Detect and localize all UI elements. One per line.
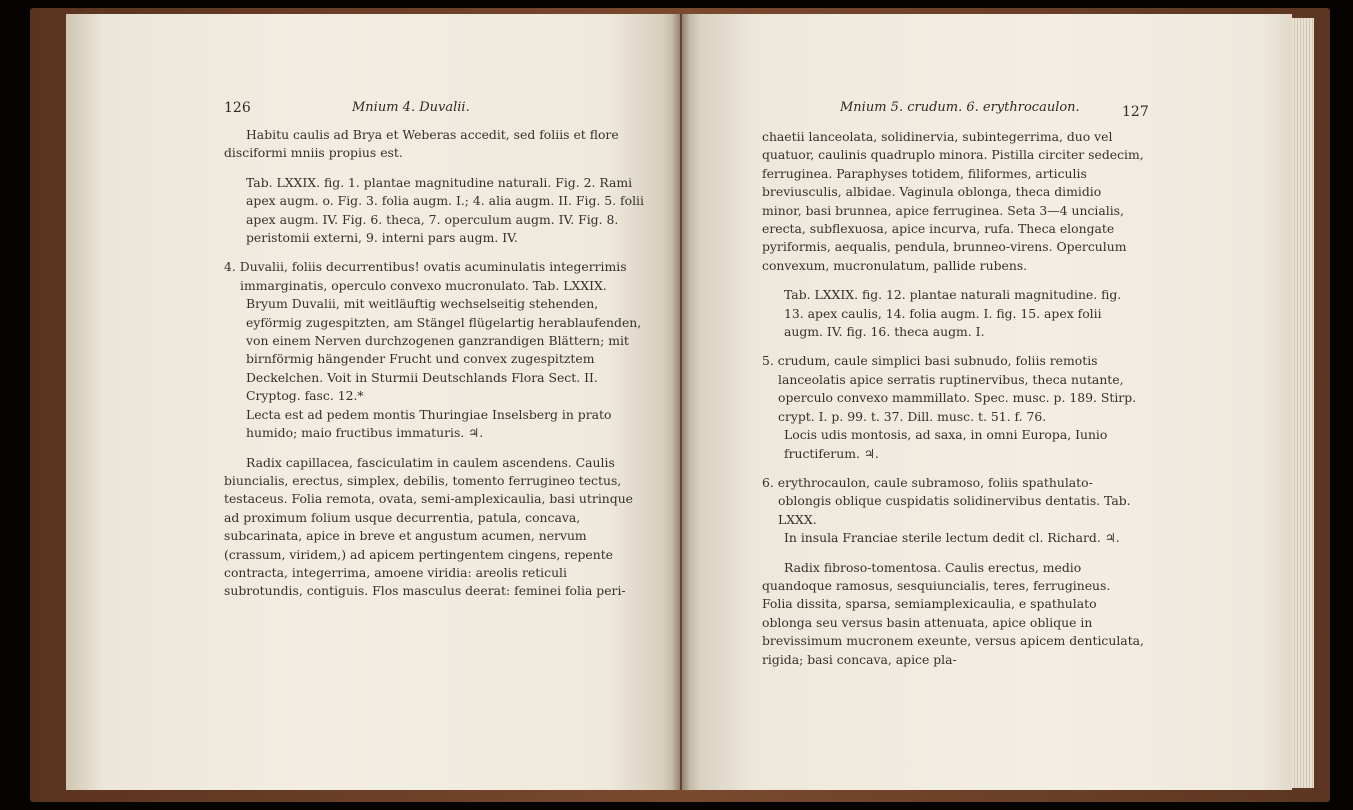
left-paragraph-5: Lecta est ad pedem montis Thuringiae Inselsberg in prato humido; maio fructibus immaturis. ♃. <box>246 406 612 441</box>
left-paragraph-3: 4. Duvalii, foliis decurrentibus! ovatis acuminulatis integerrimis immarginatis, operculo convexo mucronulato. Tab. LXXIX. <box>224 259 627 293</box>
left-paragraph-6: Radix capillacea, fasciculatim in caulem ascendens. Caulis biuncialis, erectus, simplex, debilis, tomento ferrugineo tectus, testaceus. Folia remota, ovata, semi-amplexicaulia, basi utrinque ad proximum folium usque decurrentia, patula, concava, subcarinata, apice in breve et angustum acumen, nervum (crassum, viridem,) ad apicem pertingentem cingens, repente contracta, integerrima, amoene viridia: areolis reticuli subrotundis, contiguis. Flos masculus deerat: feminei folia peri- <box>224 454 634 599</box>
right-paragraph-7: Radix fibroso-tomentosa. Caulis erectus, medio quandoque ramosus, sesquiuncialis, teres, ferrugineus. Folia dissita, sparsa, semiamplexicaulia, e spathulato oblonga seu versus basin attenuata, apice oblique in brevissimum mucronem exeunte, versus apicem denticulata, rigida; basi concava, apice pla- <box>762 559 1144 667</box>
right-page-number: 127 <box>1122 104 1149 120</box>
right-page <box>682 14 1292 790</box>
right-running-head: Mnium 5. crudum. 6. erythrocaulon. <box>840 100 1080 115</box>
left-paragraph-2: Tab. LXXIX. fig. 1. plantae magnitudine naturali. Fig. 2. Rami apex augm. o. Fig. 3. folia augm. I.; 4. alia augm. II. Fig. 5. folii apex augm. IV. Fig. 6. theca, 7. operculum augm. IV. Fig. 8. peristomii externi, 9. interni pars augm. IV. <box>246 174 644 246</box>
left-page <box>66 14 680 790</box>
left-paragraph-1: Habitu caulis ad Brya et Weberas accedit, sed foliis et flore disciformi mniis propius est. <box>224 127 619 161</box>
left-text-block <box>224 126 644 601</box>
right-paragraph-5: 6. erythrocaulon, caule subramoso, foliis spathulato-oblongis oblique cuspidatis solidinervibus dentatis. Tab. LXXX. <box>762 474 1131 527</box>
right-paragraph-6: In insula Franciae sterile lectum dedit cl. Richard. ♃. <box>784 530 1120 546</box>
right-paragraph-4: Locis udis montosis, ad saxa, in omni Europa, Iunio fructiferum. ♃. <box>784 427 1108 461</box>
right-paragraph-3: 5. crudum, caule simplici basi subnudo, foliis remotis lanceolatis apice serratis ruptinervibus, theca nutante, operculo convexo mammillato. Spec. musc. p. 189. Stirp. crypt. I. p. 99. t. 37. Dill. musc. t. 51. f. 76. <box>762 353 1137 424</box>
left-page-number: 126 <box>224 100 251 116</box>
right-text-block <box>762 128 1144 669</box>
left-running-head: Mnium 4. Duvalii. <box>352 100 470 115</box>
book-gutter <box>672 14 690 790</box>
right-paragraph-1: chaetii lanceolata, solidinervia, subintegerrima, duo vel quatuor, caulinis quadruplo minora. Pistilla circiter sedecim, ferruginea. Paraphyses totidem, filiformes, articulis breviusculis, albidae. Vaginula oblonga, theca dimidio minor, basi brunnea, apice ferruginea. Seta 3—4 uncialis, erecta, subflexuosa, apice incurva, rufa. Theca elongate pyriformis, aequalis, pendula, brunneo-virens. Operculum convexum, mucronulatum, pallide rubens. <box>762 129 1144 273</box>
right-paragraph-2: Tab. LXXIX. fig. 12. plantae naturali magnitudine. fig. 13. apex caulis, 14. folia augm. I. fig. 15. apex folii augm. IV. fig. 16. theca augm. I. <box>784 287 1122 340</box>
page-edges <box>1292 18 1314 788</box>
left-header <box>224 100 644 116</box>
left-paragraph-4: Bryum Duvalii, mit weitläuftig wechselseitig stehenden, eyförmig zugespitzten, am Stängel flügelartig herablaufenden, von einem Nerven durchzogenen ganzrandigen Blättern; mit birnförmig hängender Frucht und convex zugespitztem Deckelchen. Voit in Sturmii Deutschlands Flora Sect. II. Cryptog. fasc. 12.* <box>246 296 642 404</box>
